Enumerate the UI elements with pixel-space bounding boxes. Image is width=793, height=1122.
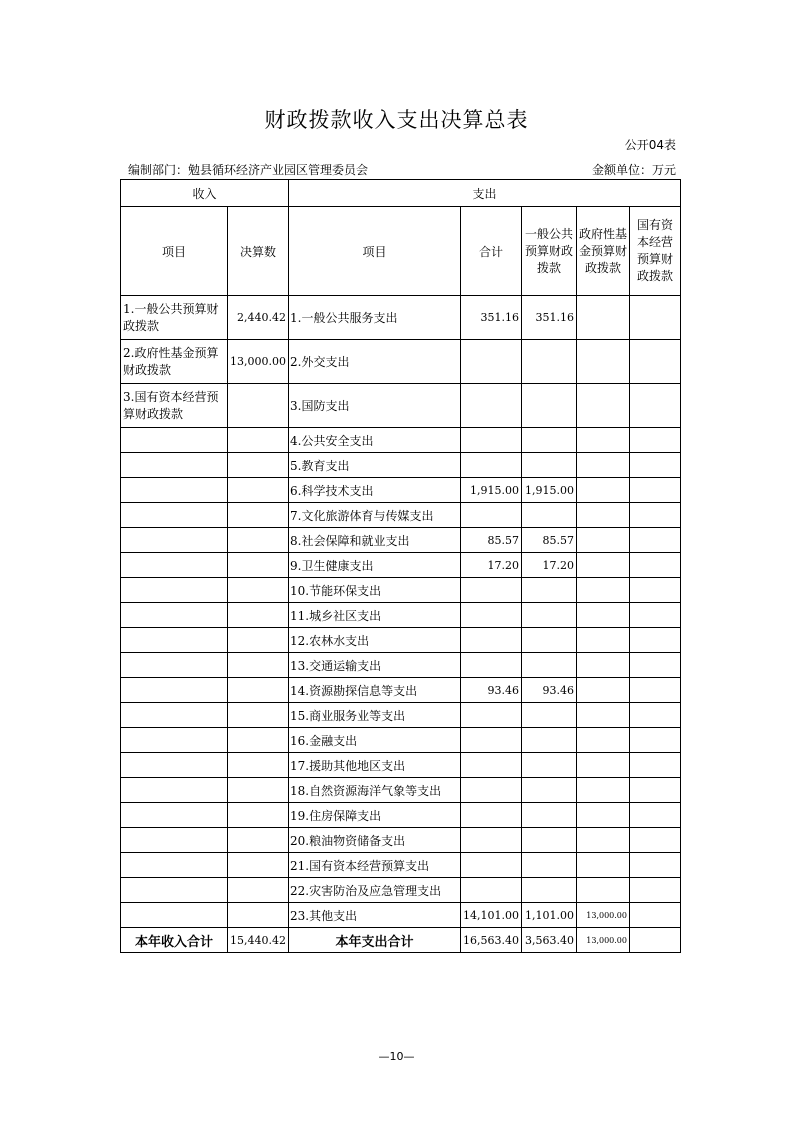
capital-budget-cell <box>629 728 680 753</box>
general-budget-cell: 1,915.00 <box>521 478 576 503</box>
capital-budget-cell <box>629 340 680 384</box>
table-row <box>121 903 681 928</box>
income-amount-cell <box>228 578 289 603</box>
expense-total-cell: 85.57 <box>461 528 522 553</box>
capital-total-value <box>629 928 680 953</box>
general-budget-cell: 17.20 <box>521 553 576 578</box>
general-budget-cell <box>521 578 576 603</box>
income-item-header: 项目 <box>121 207 228 296</box>
general-budget-cell <box>521 653 576 678</box>
income-item-cell <box>121 428 228 453</box>
general-budget-cell <box>521 428 576 453</box>
department-label: 编制部门：勉县循环经济产业园区管理委员会 <box>128 163 369 177</box>
income-amount-header: 决算数 <box>228 207 289 296</box>
table-row <box>121 553 681 578</box>
expense-total-cell <box>461 628 522 653</box>
expense-item-cell: 21.国有资本经营预算支出 <box>289 853 461 878</box>
table-row <box>121 428 681 453</box>
fund-budget-cell <box>576 384 629 428</box>
fund-budget-cell <box>576 778 629 803</box>
general-budget-cell: 1,101.00 <box>521 903 576 928</box>
income-amount-cell <box>228 728 289 753</box>
fund-budget-cell: 13,000.00 <box>576 903 629 928</box>
income-total-label: 本年收入合计 <box>121 928 228 953</box>
general-budget-cell <box>521 878 576 903</box>
income-amount-cell <box>228 628 289 653</box>
income-amount-cell <box>228 528 289 553</box>
income-amount-cell: 2,440.42 <box>228 296 289 340</box>
document-title: 财政拨款收入支出决算总表 <box>264 108 529 132</box>
fund-budget-cell <box>576 578 629 603</box>
general-budget-cell <box>521 778 576 803</box>
income-amount-cell <box>228 678 289 703</box>
fund-budget-cell <box>576 453 629 478</box>
table-row <box>121 653 681 678</box>
table-row <box>121 803 681 828</box>
fund-budget-cell <box>576 678 629 703</box>
table-row <box>121 384 681 428</box>
income-amount-cell <box>228 853 289 878</box>
fund-total-value: 13,000.00 <box>576 928 629 953</box>
table-row <box>121 340 681 384</box>
fund-budget-cell <box>576 753 629 778</box>
income-amount-cell <box>228 878 289 903</box>
income-amount-cell <box>228 778 289 803</box>
income-amount-cell <box>228 703 289 728</box>
income-item-cell <box>121 903 228 928</box>
capital-budget-cell <box>629 828 680 853</box>
income-amount-cell <box>228 903 289 928</box>
income-amount-cell <box>228 478 289 503</box>
fund-budget-cell <box>576 528 629 553</box>
income-amount-cell <box>228 453 289 478</box>
general-budget-cell <box>521 728 576 753</box>
income-item-cell <box>121 728 228 753</box>
expense-item-cell: 7.文化旅游体育与传媒支出 <box>289 503 461 528</box>
income-item-cell <box>121 453 228 478</box>
capital-budget-cell <box>629 384 680 428</box>
budget-table <box>120 179 681 953</box>
expense-item-cell: 16.金融支出 <box>289 728 461 753</box>
fund-budget-cell <box>576 878 629 903</box>
income-amount-cell <box>228 384 289 428</box>
expense-total-cell <box>461 384 522 428</box>
fund-budget-header: 政府性基金预算财政拨款 <box>576 207 629 296</box>
table-row <box>121 528 681 553</box>
income-item-cell: 3.国有资本经营预算财政拨款 <box>121 384 228 428</box>
expense-total-cell <box>461 728 522 753</box>
expense-total-cell <box>461 428 522 453</box>
income-item-cell: 2.政府性基金预算财政拨款 <box>121 340 228 384</box>
income-item-cell: 1.一般公共预算财政拨款 <box>121 296 228 340</box>
expense-total-value: 16,563.40 <box>461 928 522 953</box>
table-row <box>121 828 681 853</box>
fund-budget-cell <box>576 296 629 340</box>
table-row <box>121 753 681 778</box>
expense-total-cell <box>461 703 522 728</box>
income-item-cell <box>121 878 228 903</box>
capital-budget-cell <box>629 296 680 340</box>
expense-item-header: 项目 <box>289 207 461 296</box>
capital-budget-cell <box>629 803 680 828</box>
capital-budget-cell <box>629 528 680 553</box>
expense-item-cell: 19.住房保障支出 <box>289 803 461 828</box>
expense-total-cell <box>461 778 522 803</box>
expense-item-cell: 15.商业服务业等支出 <box>289 703 461 728</box>
expense-item-cell: 23.其他支出 <box>289 903 461 928</box>
fund-budget-cell <box>576 340 629 384</box>
expense-total-header: 合计 <box>461 207 522 296</box>
income-item-cell <box>121 653 228 678</box>
general-budget-cell: 85.57 <box>521 528 576 553</box>
expense-item-cell: 5.教育支出 <box>289 453 461 478</box>
expense-item-cell: 18.自然资源海洋气象等支出 <box>289 778 461 803</box>
expense-total-cell: 93.46 <box>461 678 522 703</box>
expense-item-cell: 13.交通运输支出 <box>289 653 461 678</box>
fund-budget-cell <box>576 478 629 503</box>
expense-item-cell: 17.援助其他地区支出 <box>289 753 461 778</box>
general-budget-cell: 351.16 <box>521 296 576 340</box>
table-row <box>121 296 681 340</box>
expense-total-cell <box>461 653 522 678</box>
income-amount-cell <box>228 803 289 828</box>
capital-budget-cell <box>629 678 680 703</box>
general-budget-cell: 93.46 <box>521 678 576 703</box>
capital-budget-cell <box>629 503 680 528</box>
expense-item-cell: 12.农林水支出 <box>289 628 461 653</box>
capital-budget-cell <box>629 628 680 653</box>
expense-item-cell: 22.灾害防治及应急管理支出 <box>289 878 461 903</box>
table-row <box>121 628 681 653</box>
income-item-cell <box>121 828 228 853</box>
income-item-cell <box>121 578 228 603</box>
expense-total-cell <box>461 803 522 828</box>
general-budget-cell <box>521 753 576 778</box>
table-row <box>121 678 681 703</box>
unit-label: 金额单位：万元 <box>591 163 676 177</box>
general-budget-cell <box>521 628 576 653</box>
expense-item-cell: 4.公共安全支出 <box>289 428 461 453</box>
income-item-cell <box>121 753 228 778</box>
income-item-cell <box>121 678 228 703</box>
general-budget-cell <box>521 340 576 384</box>
expense-total-cell <box>461 753 522 778</box>
expense-header: 支出 <box>289 180 681 207</box>
table-row <box>121 603 681 628</box>
expense-total-cell: 1,915.00 <box>461 478 522 503</box>
expense-total-cell <box>461 603 522 628</box>
income-amount-cell <box>228 553 289 578</box>
capital-budget-cell <box>629 453 680 478</box>
expense-total-cell: 17.20 <box>461 553 522 578</box>
expense-total-cell: 351.16 <box>461 296 522 340</box>
expense-total-cell <box>461 853 522 878</box>
income-item-cell <box>121 703 228 728</box>
general-budget-cell <box>521 853 576 878</box>
capital-budget-cell <box>629 878 680 903</box>
capital-budget-cell <box>629 428 680 453</box>
fund-budget-cell <box>576 628 629 653</box>
expense-total-cell <box>461 340 522 384</box>
table-row <box>121 778 681 803</box>
fund-budget-cell <box>576 428 629 453</box>
income-item-cell <box>121 528 228 553</box>
income-total-value: 15,440.42 <box>228 928 289 953</box>
income-item-cell <box>121 853 228 878</box>
capital-budget-cell <box>629 553 680 578</box>
expense-total-cell <box>461 878 522 903</box>
expense-total-label: 本年支出合计 <box>289 928 461 953</box>
capital-budget-cell <box>629 753 680 778</box>
table-row <box>121 878 681 903</box>
capital-budget-cell <box>629 703 680 728</box>
general-budget-cell <box>521 503 576 528</box>
income-amount-cell <box>228 603 289 628</box>
expense-item-cell: 14.资源勘探信息等支出 <box>289 678 461 703</box>
fund-budget-cell <box>576 728 629 753</box>
table-row <box>121 453 681 478</box>
capital-budget-header: 国有资本经营预算财政拨款 <box>629 207 680 296</box>
capital-budget-cell <box>629 778 680 803</box>
capital-budget-cell <box>629 853 680 878</box>
expense-item-cell: 20.粮油物资储备支出 <box>289 828 461 853</box>
income-amount-cell <box>228 653 289 678</box>
capital-budget-cell <box>629 653 680 678</box>
general-budget-cell <box>521 603 576 628</box>
income-amount-cell <box>228 828 289 853</box>
general-budget-cell <box>521 828 576 853</box>
fund-budget-cell <box>576 653 629 678</box>
fund-budget-cell <box>576 553 629 578</box>
fund-budget-cell <box>576 828 629 853</box>
fund-budget-cell <box>576 703 629 728</box>
income-item-cell <box>121 778 228 803</box>
table-row <box>121 478 681 503</box>
fund-budget-cell <box>576 503 629 528</box>
capital-budget-cell <box>629 578 680 603</box>
expense-item-cell: 2.外交支出 <box>289 340 461 384</box>
income-item-cell <box>121 478 228 503</box>
general-total-value: 3,563.40 <box>521 928 576 953</box>
table-row <box>121 728 681 753</box>
income-item-cell <box>121 503 228 528</box>
income-amount-cell <box>228 753 289 778</box>
general-budget-cell <box>521 803 576 828</box>
income-item-cell <box>121 628 228 653</box>
expense-item-cell: 6.科学技术支出 <box>289 478 461 503</box>
expense-total-cell: 14,101.00 <box>461 903 522 928</box>
capital-budget-cell <box>629 903 680 928</box>
fund-budget-cell <box>576 853 629 878</box>
expense-total-cell <box>461 578 522 603</box>
income-amount-cell <box>228 503 289 528</box>
expense-item-cell: 3.国防支出 <box>289 384 461 428</box>
page-number: —10— <box>378 1050 415 1063</box>
form-code: 公开04表 <box>624 138 676 152</box>
expense-total-cell <box>461 828 522 853</box>
fund-budget-cell <box>576 803 629 828</box>
general-budget-cell <box>521 703 576 728</box>
totals-row <box>121 928 681 953</box>
expense-total-cell <box>461 453 522 478</box>
expense-item-cell: 10.节能环保支出 <box>289 578 461 603</box>
general-budget-cell <box>521 384 576 428</box>
general-budget-header: 一般公共预算财政拨款 <box>521 207 576 296</box>
table-row <box>121 853 681 878</box>
income-item-cell <box>121 603 228 628</box>
expense-item-cell: 8.社会保障和就业支出 <box>289 528 461 553</box>
income-amount-cell: 13,000.00 <box>228 340 289 384</box>
table-row <box>121 503 681 528</box>
income-item-cell <box>121 803 228 828</box>
general-budget-cell <box>521 453 576 478</box>
table-row <box>121 703 681 728</box>
table-row <box>121 578 681 603</box>
expense-total-cell <box>461 503 522 528</box>
income-item-cell <box>121 553 228 578</box>
income-header: 收入 <box>121 180 289 207</box>
income-amount-cell <box>228 428 289 453</box>
capital-budget-cell <box>629 478 680 503</box>
expense-item-cell: 1.一般公共服务支出 <box>289 296 461 340</box>
fund-budget-cell <box>576 603 629 628</box>
expense-item-cell: 11.城乡社区支出 <box>289 603 461 628</box>
capital-budget-cell <box>629 603 680 628</box>
expense-item-cell: 9.卫生健康支出 <box>289 553 461 578</box>
